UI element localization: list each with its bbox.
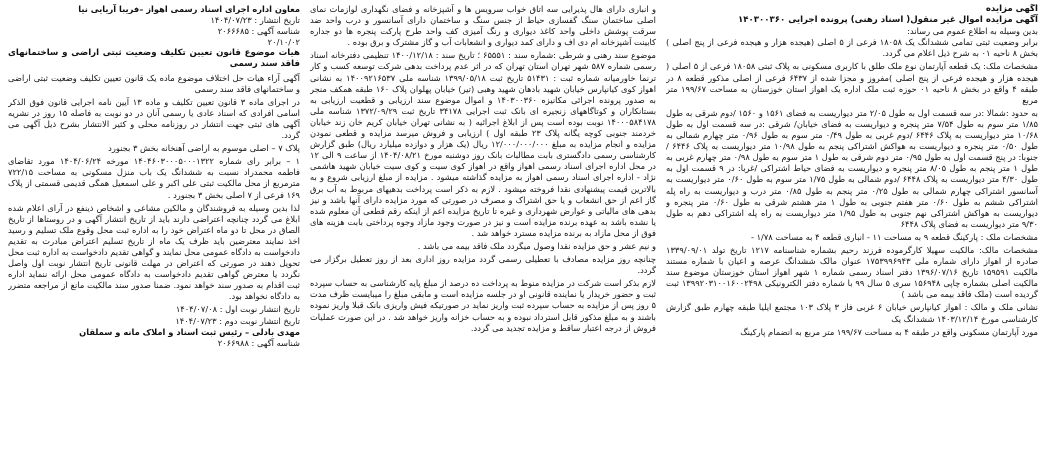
notice-id: شناسه آگهی : ۲۰۶۶۹۸۸ xyxy=(217,337,300,348)
first-publish-date: تاریخ انتشار نوبت اول : ۱۴۰۴/۰۷/۰۸ xyxy=(175,304,300,315)
publish-date: تاریخ انتشار : ۱۴۰۴/۰۷/۲۳ xyxy=(210,15,300,26)
paragraph: پلاک ۷ – اصلی موسوم به اراضی آهنخانه بخش ۳ بجنورد xyxy=(108,143,300,154)
notice-id: شناسه آگهی : ۲۰۶۶۶۸۵ xyxy=(217,26,300,37)
paragraph: چنانچه روز مزایده مصادف با تعطیلی رسمی گردد مزایده روز اداری بعد از روز تعطیل برگزار می گردد. xyxy=(310,254,656,276)
paragraph: لذا بدین وسیله به فروشندگان و مالکین مشاعی و اشخاص ذینفع در آرای اعلام شده ابلاغ می گردد چنانچه اعتراضی دارند باید از تاریخ انتشار آگهی و در روستاها از تاریخ الصاق در محل تا دو ماه اعتراض خود را به اداره ثبت محل وقوع ملک تسلیم و رسید اخذ نمایند معترضین باید ظرف یک ماه از تاریخ تسلیم اعتراض مبادرت به تقدیم دادخواست به دادگاه عمومی محل نمایند و گواهی تقدیم دادخواست به اداره ثبت محل تحویل دهند در صورتی که اعتراض در مهلت قانونی تاریخ انتشار نوبت اول واصل نگردد یا معترض گواهی تقدیم دادخواست به دادگاه عمومی محل ارائه ننماید اداره ثبت اقدام به صدور سند خواهد نمود. ضمنا صدور سند مالکیت مانع از مراجعه متضرر به دادگاه نخواهد بود. xyxy=(8,202,300,302)
signature-line: معاون اداره اجرای اسناد رسمی اهواز –فریبا آریایی نیا xyxy=(78,4,300,14)
paragraph: به حدود :شمالا :در سه قسمت اول به طول ۲/۰۵ متر دیواریست به فضای ۱۵۶۱ و ۱۵۶۰ /دوم شرقی به طول ۱/۸۵ متر سوم به طول ۷/۵۴ متر پنجره و دیواریست به فضای خیابان/ شرقی :در سه قسمت اول به طول ۱۰/۶۸ متر دیواریست به پلاک ۶۴۴۶ /دوم غربی به طول ۰/۴۹ متر سوم به طول ۰/۹۶ متر چهارم شمالی به طول ۰/۵۰ متر پنجره و دیواریست به هواکش اشتراکی پنجم به طول ۱۰/۹۸ متر دیواریست به پلاک ۶۴۴۶ /جنوبا: در پنج قسمت اول به طول ۰/۹۵ متر دوم شرقی به طول ۱ متر سوم به طول ۰/۹۸ متر چهارم غربی به طول ۱ متر پنجم به طول ۸/۰۵ متر پنجره و دیواریست به فضای حیاط اشتراکی /غربا: در ۹ قسمت اول به طول ۴/۳۰ متر دیواریست به پلاک ۶۴۴۸ /دوم شمالی به طول ۱/۷۵ متر سوم به طول ۰/۶۰ متر دیواریست به آسانسور اشتراکی چهارم شمالی به طول ۰/۲۵ متر پنجم به طول ۰/۸۵ متر درب و دیواریست به راه پله اشتراکی ششم به طول ۰/۶۰ متر هفتم جنوبی به طول ۱ متر هشتم شرقی به طول ۰/۶۰ متر پنجره و دیواریست به هواکش اشتراکی نهم جنوبی به طول ۱/۹۵ متر دیواریست به راه پله اشتراکی دهم به طول ۹/۳۰ متر دیواریست به فضای پلاک ۶۴۴۸ xyxy=(666,107,1038,229)
paragraph: و نیم عشر و حق مزایده نقدا وصول میگردد ملک فاقد بیمه می باشد . xyxy=(417,240,656,251)
paragraph: لازم بذکر است شرکت در مزایده منوط به پرداخت ده درصد از مبلغ پایه کارشناسی به حساب سپرده ثبت و حضور خریدار یا نماینده قانونی او در جلسه مزایده است و مابقی مبلغ را میبایست ظرف مدت ۵ روز پس از مزایده به حساب سپرده ثبت واریز نماید در صورتیکه فیش واریزی بانک قبلا واریز نموده باشند و به مبلغ مذکور قابل استرداد نبوده و به حساب خزانه واریز خواهد شد . در این صورت عملیات فروش از درجه اعتبار ساقط و مزایده تجدید می گردد. xyxy=(310,278,656,333)
second-publish-date: تاریخ انتشار نوبت دوم : ۱۴۰۴/۰۷/۲۳ xyxy=(175,315,300,326)
notice-title: هیات موضوع قانون تعیین تکلیف وضعیت ثبتی اراضی و ساختمانهای فاقد سند رسمی xyxy=(8,48,300,70)
paragraph: نشانی ملک و مالک : اهواز کیانپارس خیابان ۶ غربی فاز ۳ پلاک ۱۰۳ مجتمع ایلیا طبقه چهارم طبق گزارش کارشناسی مورخ ۱۴۰۳/۱۲/۱۴ ششدانگ یک xyxy=(666,302,1038,324)
paragraph: در اجرای ماده ۳ قانون تعیین تکلیف و ماده ۱۳ آیین نامه اجرایی قانون فوق الذکر اسامی افرادی که اسناد عادی یا رسمی آنان در دو نوبت به فاصله ۱۵ روز در نشریه آگهی های ثبتی جهت انتشار در روزنامه محلی و کثیر الانتشار بشرح ذیل آگهی می گردد. xyxy=(8,96,300,141)
signature-line: مهدی بادلی – رئیس ثبت اسناد و املاک مانه و سملقان xyxy=(79,326,300,337)
paragraph: آگهی آراء هیات حل اختلاف موضوع ماده یک قانون تعیین تکلیف وضعیت ثبتی اراضی و ساختمانهای فاقد سند رسمی xyxy=(8,72,300,94)
paragraph: ۱ – برابر رای شماره ۱۴۰۴۶۰۳۰۰۰۵۰۰۰۱۳۲۲ مورخه ۱۴۰۴/۰۶/۲۴ مورد تقاضای فاطمه محمدراد نسبت به ششدانگ یک باب منزل مسکونی به مساحت ۷۲۲/۱۵ مترمربع از محل مالکیت ثبتی علی اکبر و علی اسمعیل همگی قدیمی قسمتی از پلاک ۱۶۹ فرعی از ۷ اصلی بخش ۳ بجنورد . xyxy=(8,156,300,200)
notice-subheading: آگهی مزایده اموال غیر منقول( اسناد رهنی) پرونده اجرایی ۱۴۰۳۰۰۳۶۰ xyxy=(737,15,1038,26)
paragraph: برابر وضعیت ثبتی تمامی ششدانگ یک ۱۸۰۵۸ فرعی از ۵ اصلی (هیجده هزار و هیجده فرعی از پنج اصلی ) بخش ۸ ناحیه ۰۱ به شرح ذیل اعلام می گردد. xyxy=(666,37,1038,59)
auction-notice-column xyxy=(666,4,1038,472)
paragraph: مورد آپارتمان مسکونی واقع در طبقه ۴ به مساحت ۱۹۹/۶۷ متر مربع به انضمام پارکینگ xyxy=(740,326,1038,337)
paragraph: مشخصات ملک: یک قطعه آپارتمان نوع ملک طلق با کاربری مسکونی به پلاک ثبتی ۱۸۰۵۸ فرعی از ۵ اصلی ( هیجده هزار و هیجده فرعی از پنج اصلی )مفروز و مجزا شده از ۶۴۳۷ فرعی از اصلی مذکور قطعه ۸ در طبقه ۴ واقع در بخش ۸ ناحیه ۰۱ حوزه ثبت ملک اداره یک اهواز استان خوزستان به مساحت ۱۹۹/۶۷ متر مربع xyxy=(666,61,1038,105)
paragraph: مشخصات ملک : پارکینگ قطعه ۹ به مساحت ۱۱ - انباری قطعه ۴ به مساحت ۱/۷۸ - xyxy=(750,231,1038,242)
auction-terms-column xyxy=(310,4,656,472)
paragraph: موضوع سند رهنی و شرطی :شماره سند : ۶۵۵۵۱ ؛ تاریخ سند : ۱۴۰۰/۱۲/۱۸ تنظیمی دفترخانه اسناد رسمی شماره ۵۸۷ شهر تهران استان تهران که در اثر عدم پرداخت بدهی شرکت توسعه کسب و کار ترنما خاورمیانه شماره ثبت : ۵۱۴۳۱ تاریخ ثبت ۱۳۹۹/۰۵/۱۸ شناسه ملی ۱۴۰۰۹۲۱۶۵۳۷ به نشانی اهواز کوی کیانپارس خیابان شهید بادهان شهید وهبی (تیر) خیابان پهلوان پلاک ۱۶۰ طبقه همکف منجر به صدور پرونده اجرائی مکانیزه ۱۴۰۳۰۰۳۶۰ و اموال موضوع سند ارزیابی و قطعیت ارزیابی به بستانکاران و کوتاگاههای زنجیره ای بانک ثبت اجرایی ۳۴۱۷۸ تاریخ ثبت ۱۳۷۲/۰۹/۲۹ شناسه ملی ۱۴۰۰۰۵۸۴۱۷۸ نوبت بوده است پس از ابلاغ اجرائیه ( به نشانی تهران خیابان کریم خان زند خیابان خردمند جنوبی کوچه یگانه پلاک ۲۳ طبقه اول ) ارزیابی و فروش میرسد مزایده و قطعی نمودن مزایده و انجام مزایده به مبلغ ۱۲/۰۰۰/۰۰۰/۰۰۰ ریال (یک هزار و دوازده میلیارد ریال) طبق گزارش کارشناسی رسمی دادگستری بابت مطالبات بانک روز دوشنبه مورخ ۱۴۰۴/۰۸/۲۱ از ساعت ۹ الی ۱۲ در محل اداره اجرای اسناد رسمی اهواز واقع در اهواز کوی سیت و کوی سیت خیابان شهید هاشمی نژاد - اداره اجرای اسناد رسمی اهواز به مزایده گذاشته میشود . مزایده از مبلغ ارزیابی شروع و به بالاترین قیمت پیشنهادی نقدا فروخته میشود . لازم به ذکر است پرداخت بدهیهای مربوط به آب برق گاز اعم از حق انشعاب و یا حق اشتراک و مصرف در صورتی که مورد مزایده دارای آنها باشد و نیز بدهی های مالیاتی و عوارض شهرداری و غیره تا تاریخ مزایده اعم از اینکه رقم قطعی آن معلوم شده یا نشده باشد به عهده برنده مزایده است و نیز در صورت وجود مازاد وجوه پرداختی بابت هزینه های فوق از محل مازاد به برنده مزایده مسترد خواهد شد . xyxy=(310,50,656,238)
notice-heading: آگهی مزایده xyxy=(985,4,1038,14)
notice-code: ۲۰/۱۰/۰۲ xyxy=(267,37,300,48)
land-registry-notice-column xyxy=(8,4,300,472)
notice-intro: بدین وسیله به اطلاع عموم می رساند: xyxy=(907,26,1038,37)
paragraph: مشخصات مالک: مالکیت سهیلا کارگرموده فرزند رحیم بشماره شناسنامه ۱۲۱۷ تاریخ تولد ۱۳۳۹/۰۹/۰۱ صادره از اهواز دارای شماره ملی ۱۷۵۳۹۹۶۹۴۳ عنوان مالک ششدانگ عرصه و اعیان با شماره مستند مالکیت ۱۵۹۵۹۱ تاریخ ۱۳۹۶/۰۷/۱۶ دفتر اسناد رسمی شماره ۱ شهر اهواز استان خوزستان موضوع سند مالکیت اصلی بشماره چاپی ۱۵۶۹۴۸ سری ۵ سال ۹۹ با شماره دفتر الکترونیکی ۱۳۹۹۲۰۳۱۰۰۱۶۰۰۲۴۹۸ ثبت گردیده است (ملک فاقد بیمه می باشد ) xyxy=(666,244,1038,300)
paragraph: و انباری دارای هال پذیرایی سه اتاق خواب سرویس ها و آشپزخانه و فضای نگهداری لوازمات نمای اصلی ساختمان سنگ گفسازی حیاط از جنس سنگ و ساختمان دارای آسانسور و درب واحد ضد سرقت پوشش داخلی واحد کاغذ دیواری و رنگ آمیزی کف واحد طرح پارکت پنجره ها دو جداره کابینت آشپزخانه ام دی اف و دارای کمد دیواری و انشعابات آب و گاز مشترک و برق بوده . xyxy=(310,4,656,48)
